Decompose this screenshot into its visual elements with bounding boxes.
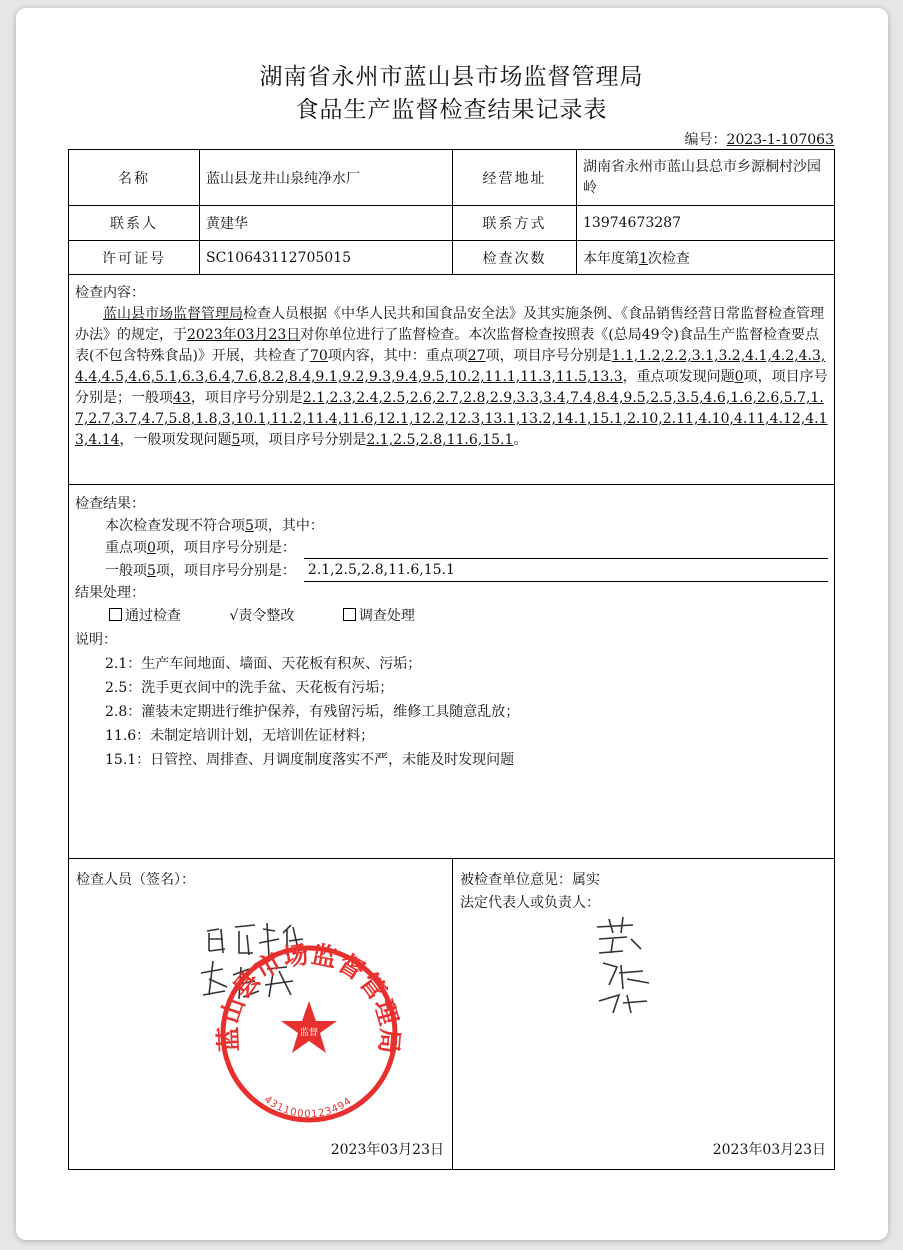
name-label: 名称 xyxy=(69,150,200,206)
seal-code: 4311000123494 xyxy=(261,1094,355,1121)
summary-suffix: 项，其中： xyxy=(253,518,324,534)
content-text: 。 xyxy=(513,432,528,448)
key-count: 27 xyxy=(467,348,486,364)
count-label: 检查次数 xyxy=(453,241,577,275)
license-label: 许可证号 xyxy=(69,241,200,275)
representative-signature xyxy=(583,909,693,1019)
content-text: ，重点项发现问题 xyxy=(622,369,735,385)
option-rectify-label: 责令整改 xyxy=(238,608,295,624)
table-row xyxy=(69,859,835,1170)
address-label: 经营地址 xyxy=(453,150,577,206)
inspection-date: 2023年03月23日 xyxy=(187,327,301,343)
content-heading: 检查内容： xyxy=(75,285,145,301)
general-issues: 5 xyxy=(231,432,241,448)
address-value: 湖南省永州市蓝山县总市乡源桐村沙园岭 xyxy=(577,150,835,206)
summary-prefix: 本次检查发现不符合项 xyxy=(105,518,245,534)
option-investigate-label: 调查处理 xyxy=(358,608,415,624)
inspector-date: 2023年03月23日 xyxy=(330,1142,444,1158)
table-row xyxy=(69,150,835,206)
option-investigate[interactable] xyxy=(343,604,415,628)
table-row xyxy=(69,206,835,241)
general-prefix: 一般项 xyxy=(105,563,147,579)
key-prefix: 重点项 xyxy=(105,540,147,556)
authority-name: 蓝山县市场监督管理局 xyxy=(103,306,243,322)
total-items: 70 xyxy=(309,348,328,364)
doc-no-value: 2023-1-107063 xyxy=(726,132,834,148)
license-value: SC10643112705015 xyxy=(200,241,453,275)
unit-signature-cell xyxy=(453,859,835,1170)
general-suffix: 项，项目序号分别是： xyxy=(155,563,296,579)
doc-no-label: 编号： xyxy=(684,132,727,148)
inspection-result xyxy=(69,485,835,859)
phone-value: 13974673287 xyxy=(577,206,835,241)
authority-title: 湖南省永州市蓝山县市场监督管理局 xyxy=(259,64,644,90)
note-item: 2.5：洗手更衣间中的洗手盆、天花板有污垢； xyxy=(105,680,394,696)
result-summary xyxy=(75,515,828,537)
checkbox-investigate[interactable] xyxy=(343,608,356,621)
option-pass[interactable] xyxy=(109,604,181,628)
content-text: 检查人员根据《中华人民共和国食品安全法》及其实施条例、《食品销售经营日常监督检查管理办法》的规定，于 xyxy=(75,306,824,343)
note-item: 2.8：灌装未定期进行维护保养，有残留污垢，维修工具随意乱放； xyxy=(105,704,520,720)
inspector-signature-cell xyxy=(69,859,453,1170)
checkmark-icon: √ xyxy=(229,608,239,624)
official-seal xyxy=(214,939,405,1120)
table-row xyxy=(69,485,835,859)
general-issue-items: 2.1,2.5,2.8,11.6,15.1 xyxy=(366,432,514,448)
unit-opinion: 被检查单位意见：属实 xyxy=(460,872,600,888)
official-seal-and-signatures xyxy=(179,909,439,1129)
key-value: 0 xyxy=(147,540,156,556)
general-result-line xyxy=(75,559,828,582)
content-text: 项内容，其中：重点项 xyxy=(327,348,468,364)
inspection-form-table xyxy=(68,149,835,1170)
content-paragraph xyxy=(75,304,828,451)
note-item: 2.1：生产车间地面、墙面、天花板有积灰、污垢； xyxy=(105,656,422,672)
general-count: 43 xyxy=(173,390,191,406)
count-prefix: 本年度第 xyxy=(583,250,639,267)
content-text: 项，项目序号分别是；一般项 xyxy=(75,369,828,406)
key-items-field xyxy=(304,538,828,559)
checkbox-pass[interactable] xyxy=(109,608,122,621)
table-row xyxy=(69,241,835,275)
content-text: 项，项目序号分别是 xyxy=(240,432,367,448)
contact-value: 黄建华 xyxy=(200,206,453,241)
handling-heading: 结果处理： xyxy=(75,585,145,601)
result-heading: 检查结果： xyxy=(75,496,145,512)
note-item: 11.6：未制定培训计划，无培训佐证材料； xyxy=(105,728,375,744)
unit-date: 2023年03月23日 xyxy=(712,1142,826,1158)
content-text: ，项目序号分别是 xyxy=(190,390,303,406)
seal-center-text: 监督 xyxy=(299,1028,319,1038)
general-items: 2.1,2.3,2.4,2.5,2.6,2.7,2.8,2.9,3.3,3.4,7.4,8.4,9.5,2.5,3.5,4.6,1.6,2.6,5.7,1.7,2.7,3.7,4.7,5.8,1.8,3,10.1,11.2,11.4,11.6,12.1,12.2,12.3,13.1,13.2,14.1,15.1,2.10,2.11,4.10,4.11,4.12,4.13,4.14 xyxy=(75,390,828,448)
key-result-line xyxy=(75,537,828,559)
handling-options xyxy=(75,604,828,628)
table-row xyxy=(69,275,835,485)
key-suffix: 项，项目序号分别是： xyxy=(155,540,296,556)
option-rectify[interactable] xyxy=(229,604,294,628)
count-value: 1 xyxy=(639,250,648,267)
phone-label: 联系方式 xyxy=(453,206,577,241)
inspection-count xyxy=(577,241,835,275)
summary-value: 5 xyxy=(245,518,254,534)
seal-text: 蓝山县市场监督管理局 xyxy=(213,939,405,1056)
count-suffix: 次检查 xyxy=(647,250,690,267)
seal-star-icon xyxy=(281,1001,337,1053)
content-text: ，一般项发现问题 xyxy=(119,432,232,448)
inspection-content xyxy=(69,275,835,485)
option-pass-label: 通过检查 xyxy=(125,608,181,624)
representative-label: 法定代表人或负责人： xyxy=(460,895,600,911)
general-items-field: 2.1,2.5,2.8,11.6,15.1 xyxy=(304,559,828,582)
key-items: 1.1,1.2,2.2,3.1,3.2,4.1,4.2,4.3,4.4,4.5,4.6,5.1,6.3,6.4,7.6,8.2,8.4,9.1,9.2,9.3,9.4,9.5,10.2,11.1,11.3,11.5,13.3 xyxy=(75,348,826,385)
general-value: 5 xyxy=(147,563,156,579)
inspector-label: 检查人员（签名）： xyxy=(76,872,195,888)
document-number xyxy=(685,129,834,149)
content-text: 对你单位进行了监督检查。本次监督检查按照表《(总局49令)食品生产监督检查要点表(不包含特殊食品)》开展，共检查了 xyxy=(75,327,820,364)
key-issues: 0 xyxy=(734,369,744,385)
name-value: 蓝山县龙井山泉纯净水厂 xyxy=(200,150,453,206)
content-text: 项，项目序号分别是 xyxy=(485,348,612,364)
contact-label: 联系人 xyxy=(69,206,200,241)
notes-heading: 说明： xyxy=(75,632,117,648)
note-item: 15.1：日管控、周排查、月调度制度落实不严，未能及时发现问题 xyxy=(105,752,515,768)
form-title: 食品生产监督检查结果记录表 xyxy=(295,97,608,123)
